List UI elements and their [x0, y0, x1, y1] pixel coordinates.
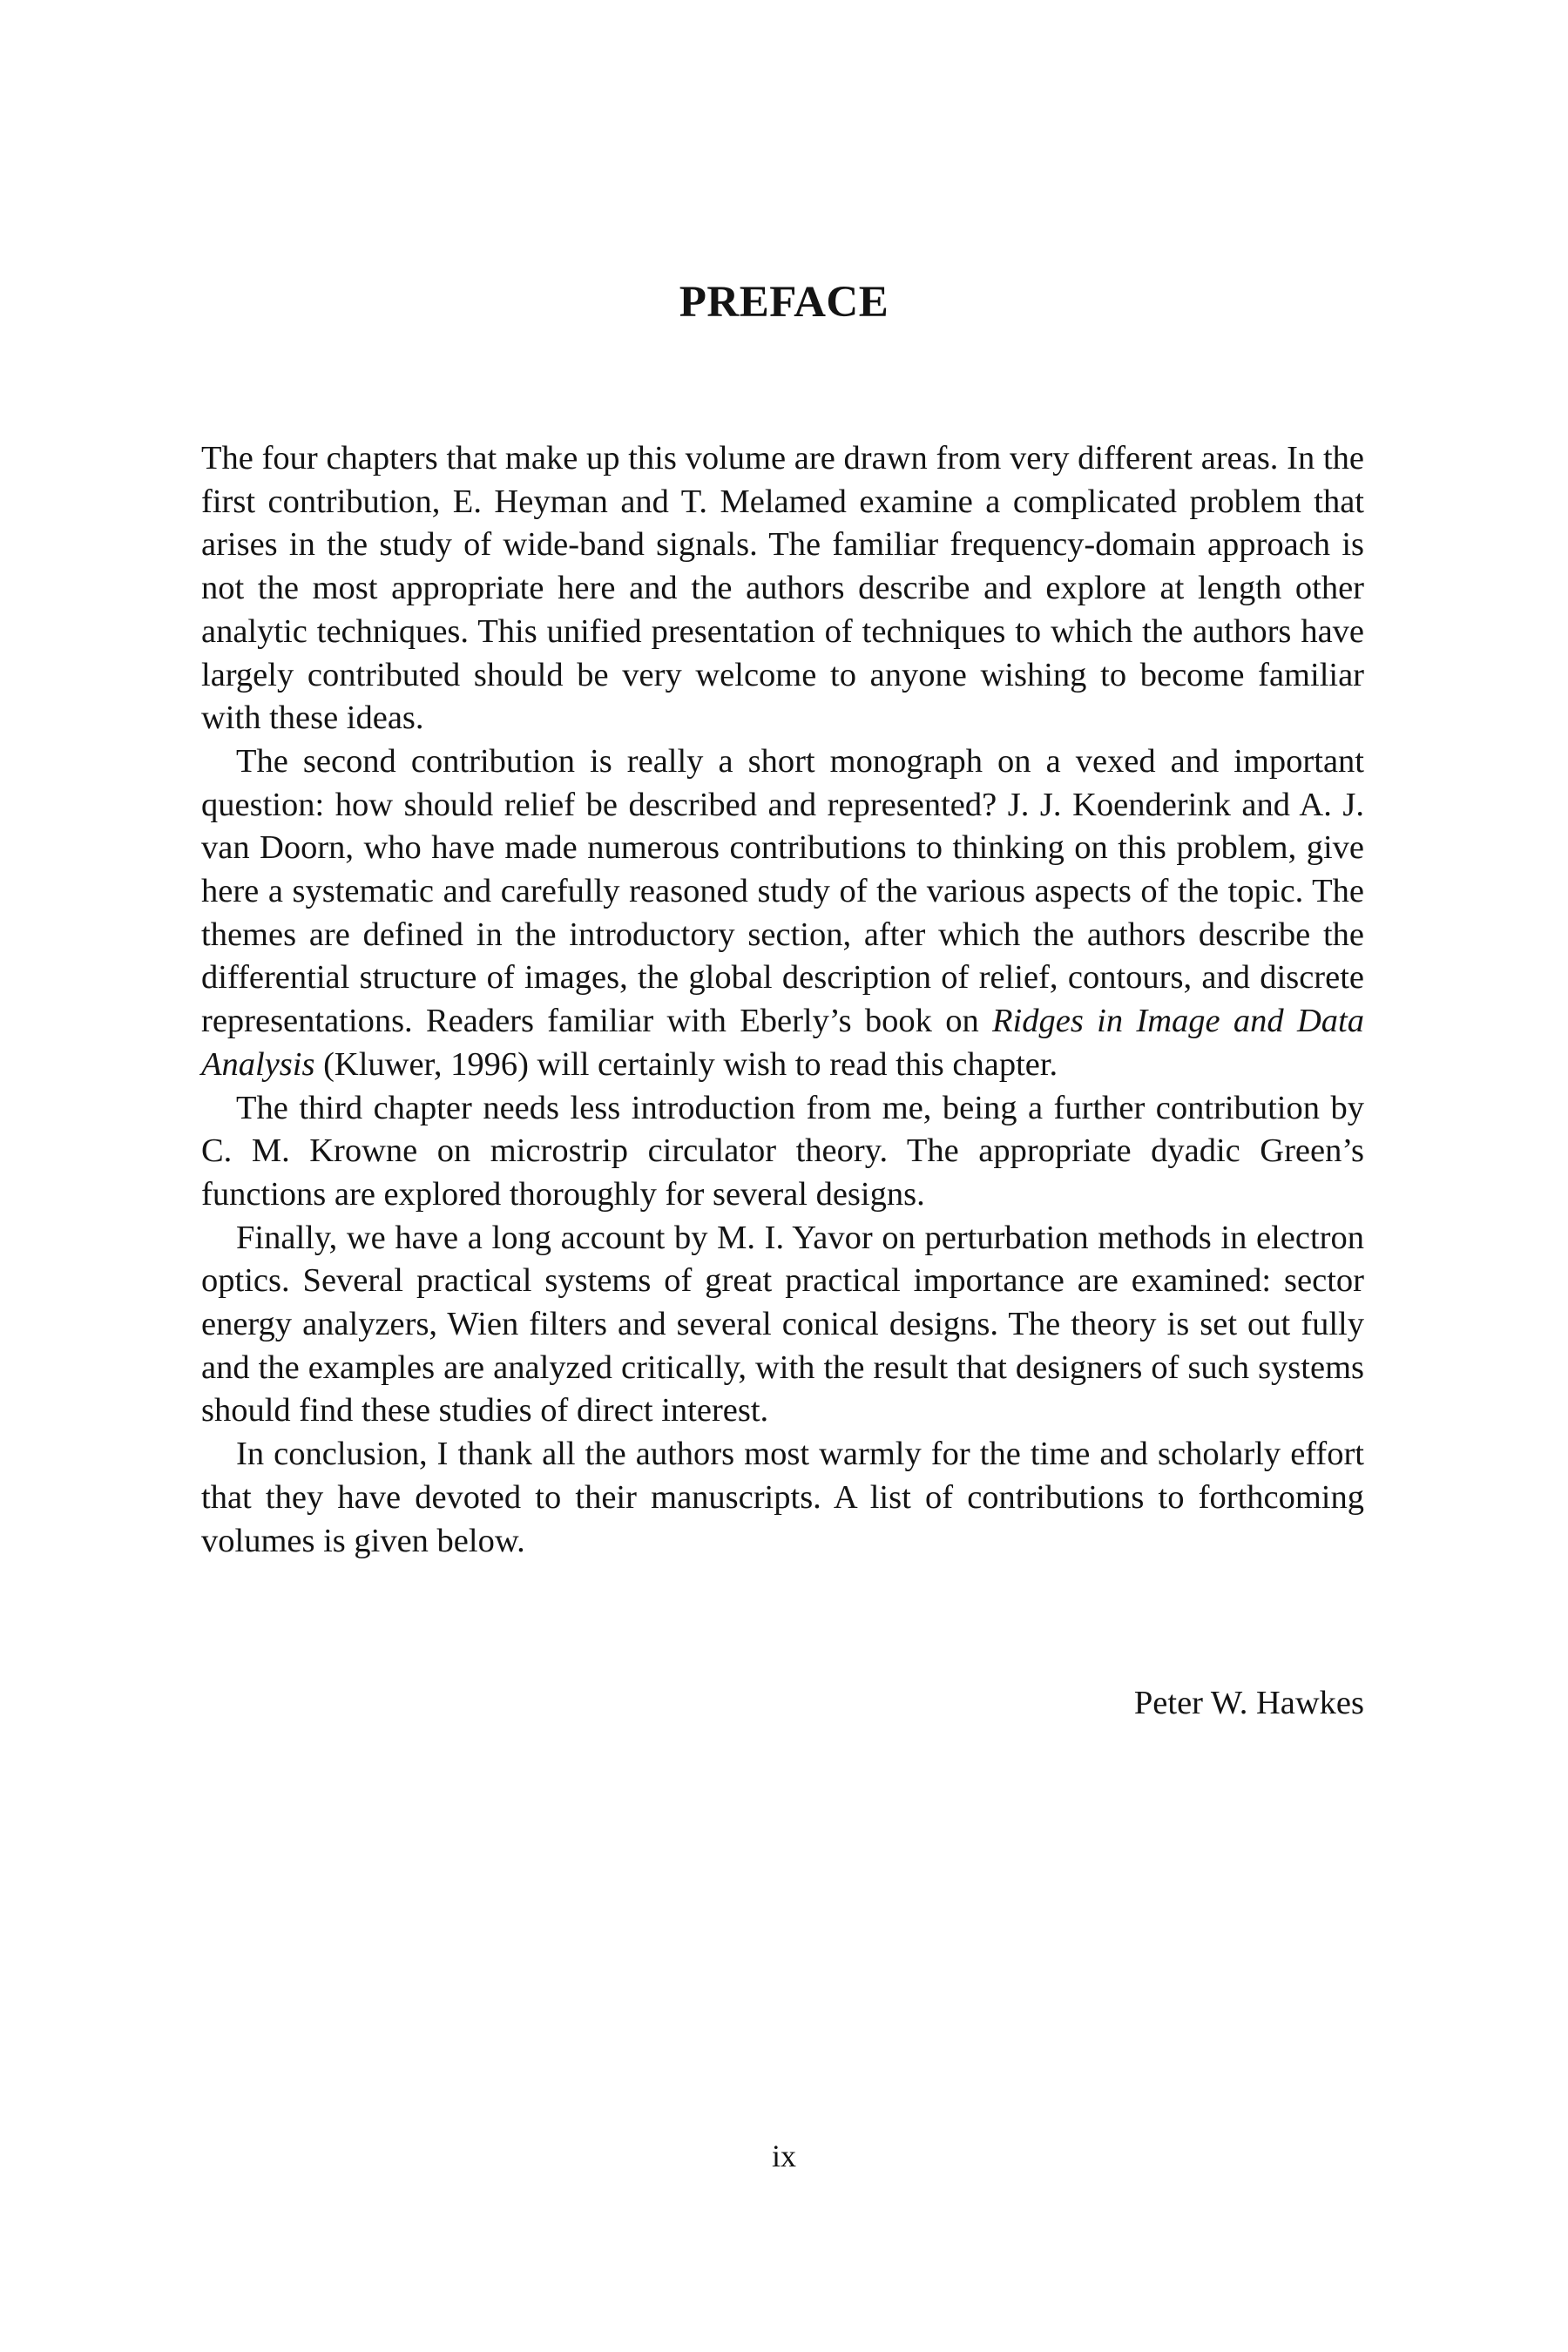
preface-body	[201, 437, 1364, 1563]
page-number: ix	[771, 2139, 796, 2173]
book-title: Ridges in Image and Data Analysis	[201, 1003, 1364, 1083]
paragraph-2-text-after: (Kluwer, 1996) will certainly wish to read this chapter.	[314, 1045, 1058, 1083]
paragraph-2	[201, 740, 1364, 1087]
paragraph-5: In conclusion, I thank all the authors most warmly for the time and scholarly effort that they have devoted to their manuscripts. A list of contributions to forthcoming volumes is given below.	[201, 1436, 1364, 1559]
paragraph-4: Finally, we have a long account by M. I. Yavor on perturbation methods in electron optics. Several practical systems of great practical importance are examined: sector energy analyzers, Wien filters and several conical designs. The theory is set out fully and the examples are analyzed critically, with the result that designers of such systems should find these studies of direct interest.	[201, 1219, 1364, 1429]
page-title: PREFACE	[679, 278, 889, 327]
paragraph-1: The four chapters that make up this volume are drawn from very different areas. In the first contribution, E. Heyman and T. Melamed examine a complicated problem that arises in the study of wide-band signals. The familiar frequency-domain approach is not the most appropriate here and the authors describe and explore at length other analytic techniques. This unified presentation of techniques to which the authors have largely contributed should be very welcome to anyone wishing to become familiar with these ideas.	[201, 440, 1364, 737]
author-signature: Peter W. Hawkes	[1133, 1685, 1364, 1721]
paragraph-2-text-before: The second contribution is really a short monograph on a vexed and important question: how should relief be described and represented? J. J. Koenderink and A. J. van Doorn, who have made numerous contributions to thinking on this problem, give here a systematic and carefully reasoned study of the various aspects of the topic. The themes are defined in the introductory section, after which the authors describe the differential structure of images, the global description of relief, contours, and discrete representations. Readers familiar with Eberly’s book on	[201, 742, 1364, 1040]
paragraph-3: The third chapter needs less introduction from me, being a further contribution by C. M. Krowne on microstrip circulator theory. The appropriate dyadic Green’s functions are explored thoroughly for several designs.	[201, 1089, 1364, 1213]
